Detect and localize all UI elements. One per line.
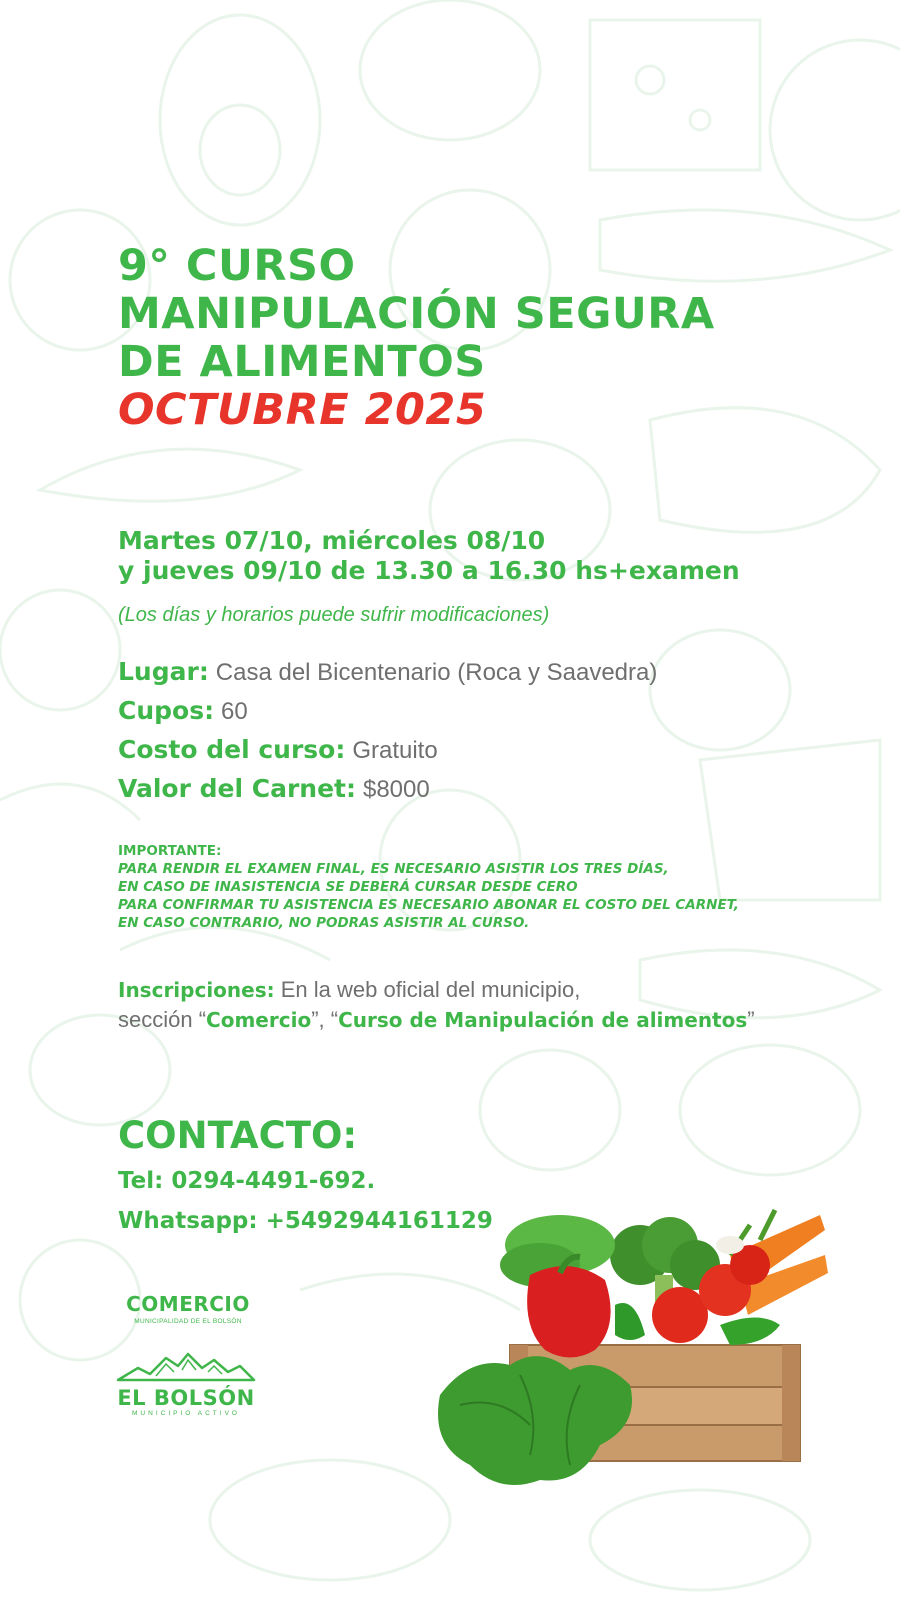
registration-section-course: Curso de Manipulación de alimentos — [338, 1008, 748, 1032]
vegetable-crate-image — [430, 1195, 850, 1505]
el-bolson-logo-text: EL BOLSÓN — [117, 1386, 255, 1410]
comercio-logo-text: COMERCIO — [126, 1292, 250, 1316]
mushroom-icon — [716, 1236, 744, 1254]
registration-info — [118, 975, 858, 1035]
title-line-2: MANIPULACIÓN SEGURA — [118, 289, 715, 339]
important-notice — [118, 842, 858, 932]
red-pepper-icon — [527, 1257, 610, 1358]
comercio-logo-subtext: MUNICIPALIDAD DE EL BOLSÓN — [134, 1318, 242, 1325]
detail-label: Lugar: — [118, 657, 209, 686]
registration-separator: ”, “ — [311, 1007, 339, 1032]
schedule-line-2: y jueves 09/10 de 13.30 a 16.30 hs+examen — [118, 556, 740, 585]
schedule-note: (Los días y horarios puede sufrir modificaciones) — [118, 604, 550, 626]
detail-label: Valor del Carnet: — [118, 774, 357, 803]
el-bolson-logo-subtext: MUNICIPIO ACTIVO — [132, 1410, 240, 1417]
mountain-icon — [116, 1350, 256, 1384]
parsley-icon — [438, 1356, 632, 1485]
registration-section-prefix: sección “ — [118, 1007, 207, 1032]
detail-label: Cupos: — [118, 696, 215, 725]
detail-card-value — [118, 769, 858, 808]
contact-heading: CONTACTO: — [118, 1114, 358, 1157]
important-line-1: PARA RENDIR EL EXAMEN FINAL, ES NECESARIO ASISTIR LOS TRES DÍAS, — [118, 861, 669, 877]
course-title — [118, 242, 838, 434]
schedule-line-1: Martes 07/10, miércoles 08/10 — [118, 526, 546, 555]
important-heading: IMPORTANTE: — [118, 843, 222, 859]
schedule — [118, 526, 858, 586]
detail-value: Gratuito — [352, 737, 438, 764]
important-line-2: EN CASO DE INASISTENCIA SE DEBERÁ CURSAR DESDE CERO — [118, 879, 578, 895]
registration-label: Inscripciones: — [118, 978, 275, 1002]
detail-value: Casa del Bicentenario (Roca y Saavedra) — [215, 659, 658, 686]
course-details — [118, 652, 858, 808]
detail-value: $8000 — [362, 776, 430, 803]
title-line-1: 9° CURSO — [118, 241, 356, 291]
detail-slots — [118, 691, 858, 730]
contact-phone: Tel: 0294-4491-692. — [118, 1168, 376, 1194]
important-line-3: PARA CONFIRMAR TU ASISTENCIA ES NECESARIO ABONAR EL COSTO DEL CARNET, — [118, 897, 739, 913]
el-bolson-logo — [116, 1350, 256, 1417]
detail-cost — [118, 730, 858, 769]
title-month: OCTUBRE 2025 — [118, 385, 487, 435]
registration-text: En la web oficial del municipio, — [274, 977, 581, 1002]
important-line-4: EN CASO CONTRARIO, NO PODRAS ASISTIR AL CURSO. — [118, 915, 530, 931]
contact-whatsapp: Whatsapp: +5492944161129 — [118, 1208, 493, 1234]
comercio-logo — [118, 1292, 258, 1325]
detail-value: 60 — [221, 698, 248, 725]
registration-suffix: ” — [747, 1007, 755, 1032]
detail-label: Costo del curso: — [118, 735, 346, 764]
detail-place — [118, 652, 858, 691]
title-line-3: DE ALIMENTOS — [118, 337, 486, 387]
registration-section-comercio: Comercio — [206, 1008, 312, 1032]
